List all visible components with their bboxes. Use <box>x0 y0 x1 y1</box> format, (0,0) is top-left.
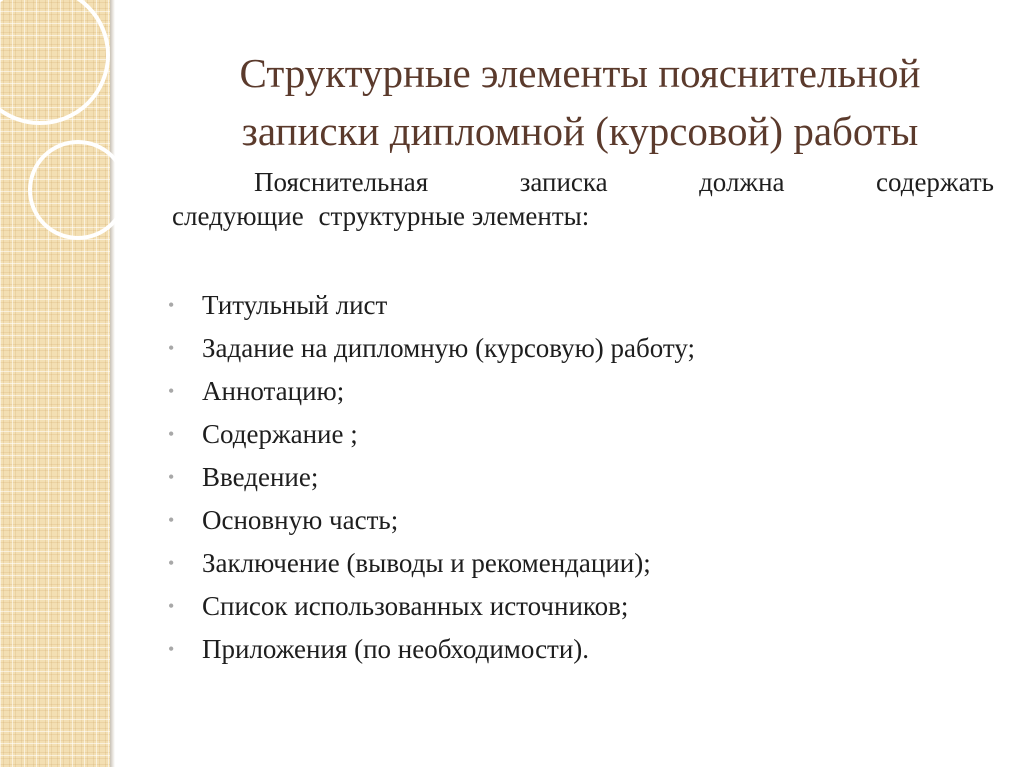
list-item <box>168 456 998 499</box>
bullet-icon: • <box>168 596 175 616</box>
list-item <box>168 585 998 628</box>
bullet-icon: • <box>168 639 175 659</box>
intro-word: структурные элементы: <box>318 201 590 231</box>
structure-list <box>168 284 998 671</box>
bullet-icon: • <box>168 381 175 401</box>
list-item-text: Содержание ; <box>202 419 358 449</box>
title-line-2: записки дипломной (курсовой) работы <box>241 108 919 154</box>
list-item-text: Аннотацию; <box>202 376 345 406</box>
list-item <box>168 499 998 542</box>
intro-word: следующие <box>172 201 304 231</box>
decorative-rings <box>0 0 130 260</box>
list-item-text: Основную часть; <box>202 505 399 535</box>
list-item-text: Задание на дипломную (курсовую) работу; <box>202 333 696 363</box>
title-line-1: Структурные элементы пояснительной <box>239 50 921 96</box>
slide-title <box>160 44 1000 160</box>
bullet-icon: • <box>168 553 175 573</box>
list-item-text: Введение; <box>202 462 319 492</box>
decorative-ring-upper <box>0 0 108 123</box>
bullet-icon: • <box>168 338 175 358</box>
list-item-text: Список использованных источников; <box>202 591 629 621</box>
list-item-text: Заключение (выводы и рекомендации); <box>202 548 651 578</box>
intro-line-2 <box>172 199 994 233</box>
intro-line-1 <box>172 165 994 199</box>
intro-word: Пояснительная <box>254 167 429 197</box>
intro-word: содержать <box>876 167 994 197</box>
intro-paragraph <box>172 165 994 233</box>
list-item <box>168 327 998 370</box>
bullet-icon: • <box>168 295 175 315</box>
bullet-icon: • <box>168 510 175 530</box>
decorative-ring-lower <box>30 142 126 238</box>
list-item-text: Титульный лист <box>202 290 388 320</box>
intro-word: должна <box>699 167 785 197</box>
list-item <box>168 542 998 585</box>
list-item <box>168 413 998 456</box>
intro-word: записка <box>519 167 608 197</box>
list-item-text: Приложения (по необходимости). <box>202 634 590 664</box>
list-item <box>168 628 998 671</box>
list-item <box>168 370 998 413</box>
list-item <box>168 284 998 327</box>
bullet-icon: • <box>168 424 175 444</box>
bullet-icon: • <box>168 467 175 487</box>
